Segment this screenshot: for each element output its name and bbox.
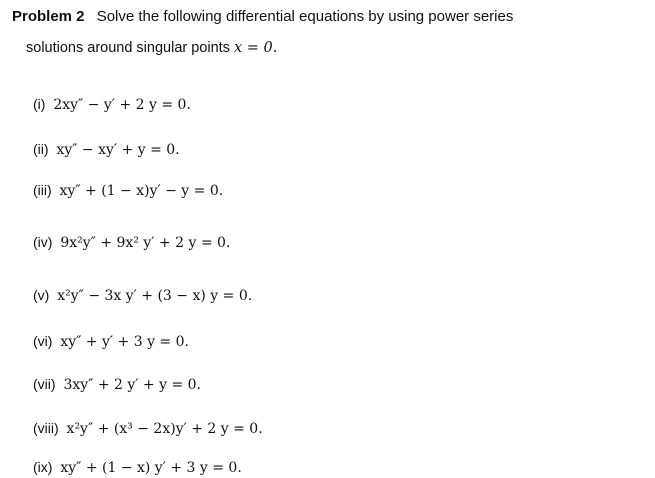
problem-header [12,8,513,25]
equation-item [33,287,252,304]
singular-point-condition: x = 0. [233,40,278,56]
equation-number: (vi) [33,333,53,349]
problem-instruction-continued [26,40,277,56]
problem-instruction: Solve the following differential equations by using power series [96,8,514,25]
equation-number: (i) [33,96,46,112]
instruction-continuation: solutions around singular points [26,40,230,56]
equation-item [33,420,263,437]
equation-item [33,182,223,199]
equation-expression: xy″ − xy′ + y = 0. [56,142,180,158]
equation-expression: 3xy″ + 2 y′ + y = 0. [63,377,201,393]
equation-item [33,141,180,158]
equation-number: (iii) [33,182,52,198]
equation-expression: 2xy″ − y′ + 2 y = 0. [53,97,191,113]
equation-expression: x²y″ + (x³ − 2x)y′ + 2 y = 0. [66,421,263,437]
equation-number: (ii) [33,141,49,157]
equation-expression: xy″ + (1 − x)y′ − y = 0. [59,183,224,199]
equation-item [33,96,191,113]
equation-item [33,376,201,393]
equation-item [33,333,189,350]
equation-number: (vii) [33,376,56,392]
problem-label: Problem 2 [12,8,85,25]
equation-expression: 9x²y″ + 9x² y′ + 2 y = 0. [60,235,231,251]
equation-expression: x²y″ − 3x y′ + (3 − x) y = 0. [57,288,253,304]
equation-number: (viii) [33,420,59,436]
equation-expression: xy″ + (1 − x) y′ + 3 y = 0. [60,460,242,476]
equation-expression: xy″ + y′ + 3 y = 0. [60,334,189,350]
equation-item [33,459,242,476]
equation-number: (iv) [33,234,53,250]
equation-number: (ix) [33,459,53,475]
equation-item [33,234,230,251]
equation-number: (v) [33,287,50,303]
